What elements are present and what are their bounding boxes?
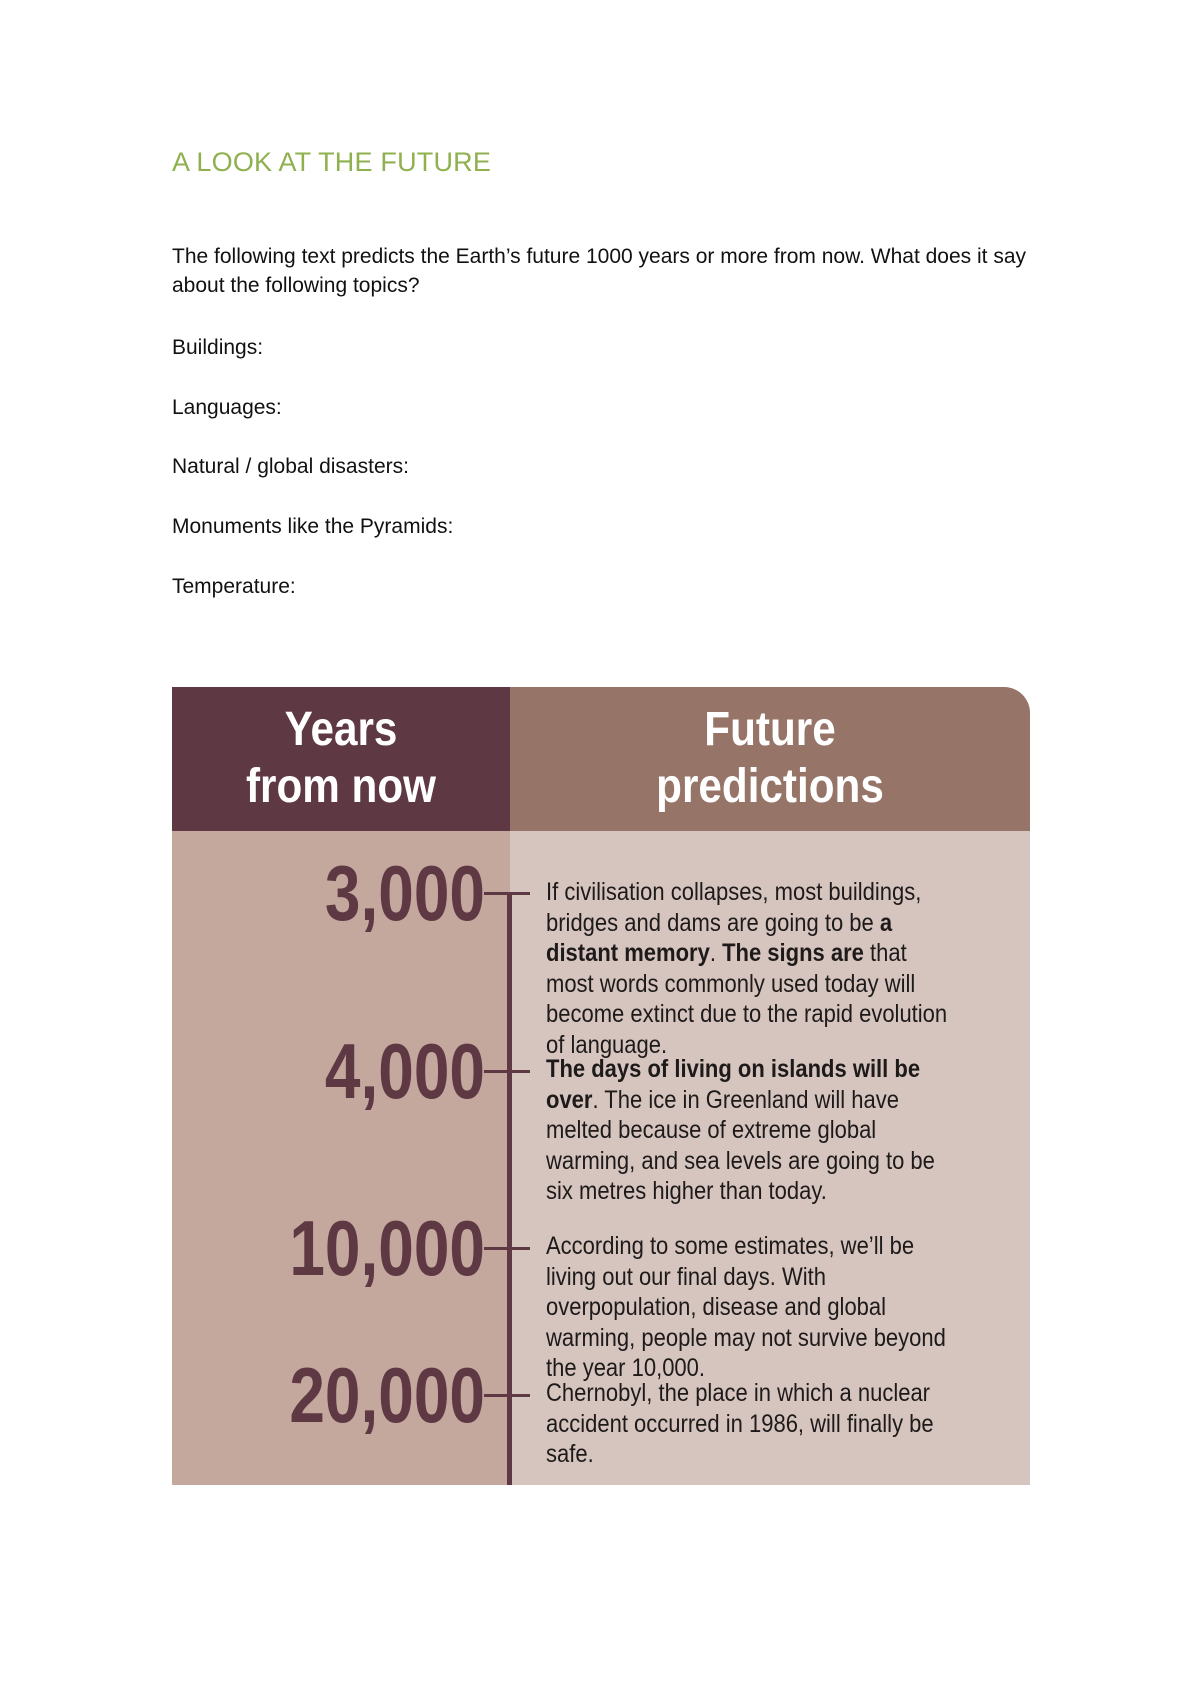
- topic-buildings: Buildings:: [172, 336, 264, 359]
- years-header-line2: from now: [245, 760, 437, 813]
- year-3000: 3,000: [324, 849, 485, 937]
- years-header-line1: Years: [284, 703, 398, 756]
- prediction-3000-bold-2: The signs are: [722, 939, 864, 967]
- future-timeline-graphic: [172, 687, 1030, 1485]
- predictions-header-line2: predictions: [656, 760, 884, 813]
- year-10000: 10,000: [289, 1204, 485, 1292]
- prediction-20000: [546, 1378, 960, 1470]
- prediction-3000-text-1: If civilisation collapses, most buildings, bridges and dams are going to be: [546, 878, 922, 937]
- prediction-3000-text-2: .: [709, 939, 723, 967]
- topic-disasters: Natural / global disasters:: [172, 455, 409, 478]
- prediction-3000: [546, 877, 960, 1060]
- timeline-tick-20000: [484, 1394, 530, 1397]
- timeline-tick-3000: [484, 892, 530, 895]
- topic-languages: Languages:: [172, 396, 282, 419]
- intro-paragraph: The following text predicts the Earth’s future 1000 years or more from now. What does it say about the following topics?: [172, 245, 1027, 297]
- prediction-4000-bold-1: The days of living on islands will be over: [546, 1055, 921, 1114]
- years-header: [192, 701, 489, 815]
- page-title: A LOOK AT THE FUTURE: [172, 147, 492, 177]
- timeline-tick-10000: [484, 1247, 530, 1250]
- predictions-header-line1: Future: [704, 703, 836, 756]
- year-4000: 4,000: [324, 1027, 485, 1115]
- prediction-3000-bold-1: a distant memory: [546, 908, 893, 967]
- timeline-tick-4000: [484, 1070, 530, 1073]
- prediction-20000-text-1: Chernobyl, the place in which a nuclear accident occurred in 1986, will finally be safe.: [546, 1379, 934, 1468]
- prediction-4000: [546, 1054, 960, 1207]
- prediction-10000-text-1: According to some estimates, we’ll be living out our final days. With overpopulation, disease and global warming, people may not survive beyond the year 10,000.: [546, 1232, 946, 1382]
- year-20000: 20,000: [289, 1351, 485, 1439]
- prediction-3000-text-3: that most words commonly used today will become extinct due to the rapid evolution of language.: [546, 939, 948, 1059]
- predictions-header: [541, 701, 999, 815]
- prediction-10000: [546, 1231, 960, 1384]
- topic-monuments: Monuments like the Pyramids:: [172, 515, 454, 538]
- prediction-4000-text-1: . The ice in Greenland will have melted because of extreme global warming, and sea levels are going to be six metres higher than today.: [546, 1085, 935, 1205]
- topic-temperature: Temperature:: [172, 575, 296, 598]
